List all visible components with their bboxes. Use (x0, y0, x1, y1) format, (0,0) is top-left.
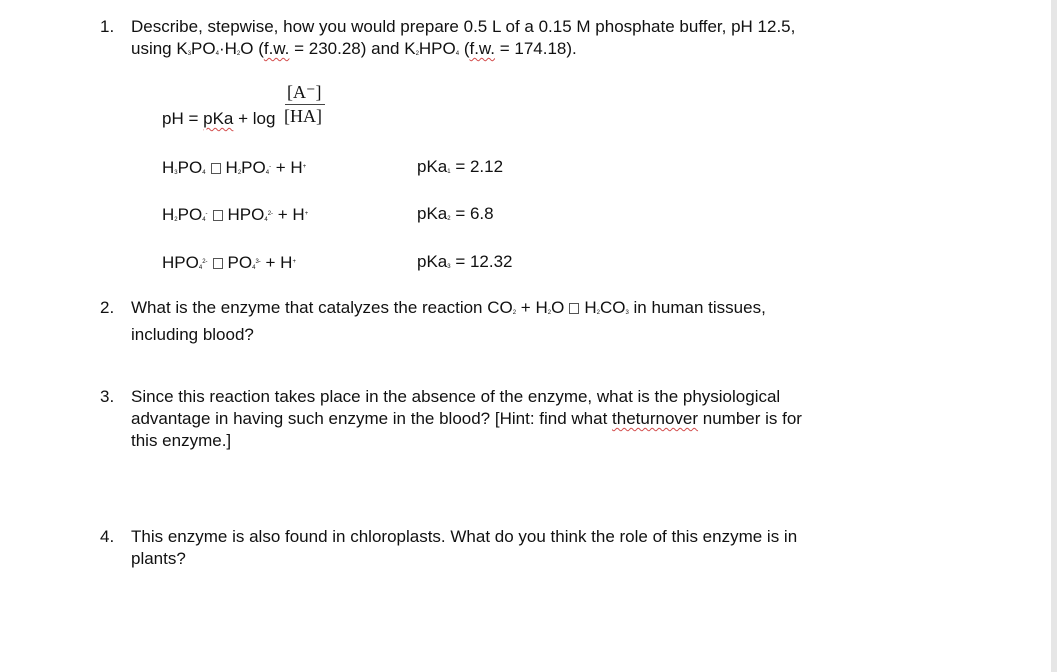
text-fragment: = 6.8 (450, 204, 494, 223)
question-3-line-2 (131, 408, 910, 430)
text-fragment: 4 (202, 170, 206, 176)
text-fragment: PO (227, 253, 253, 272)
text-fragment: = 174.18). (495, 39, 577, 58)
pka-1 (417, 156, 503, 183)
text-fragment: O ( (240, 39, 264, 58)
text-fragment: pH = (162, 109, 204, 128)
text-fragment: PO (177, 158, 203, 177)
text-fragment: 4 (198, 265, 203, 271)
text-fragment: 4 (252, 265, 256, 271)
missing-arrow-glyph-icon (213, 258, 223, 269)
text-fragment: pKa (417, 157, 448, 176)
text-fragment: 2 (596, 310, 600, 316)
question-2-line-1 (131, 297, 910, 324)
text-fragment: 2 (512, 310, 517, 316)
text-fragment: 3 (625, 310, 629, 316)
question-3-line-1: Since this reaction takes place in the absence of the enzyme, what is the physiological (131, 387, 781, 406)
reaction-1 (162, 156, 306, 184)
text-fragment: number is for (698, 409, 802, 428)
spellcheck-fw-1: f.w. (263, 39, 290, 58)
text-fragment: + log (233, 109, 276, 128)
question-4 (100, 526, 910, 570)
question-1 (100, 16, 910, 65)
text-fragment: using K (131, 39, 188, 58)
text-fragment: 2 (415, 51, 419, 57)
question-2 (100, 297, 910, 346)
text-fragment: HPO (418, 39, 456, 58)
text-fragment: What is the enzyme that catalyzes the reaction CO (131, 298, 513, 317)
text-fragment: = 230.28) and K (289, 39, 416, 58)
missing-arrow-glyph-icon (211, 163, 221, 174)
question-4-line-1: This enzyme is also found in chloroplasts. What do you think the role of this enzyme is in (131, 527, 798, 546)
question-number: 1. (100, 17, 115, 36)
text-fragment: 2- (202, 259, 208, 265)
equation-numerator: [A⁻] (287, 82, 322, 102)
text-fragment: H (162, 158, 175, 177)
missing-arrow-glyph-icon (569, 303, 579, 314)
question-number: 4. (100, 527, 115, 546)
question-number: 2. (100, 298, 115, 317)
text-fragment: 4 (264, 217, 268, 223)
question-4-line-2: plants? (131, 549, 186, 568)
text-fragment: + (292, 259, 296, 265)
text-fragment: 3 (447, 264, 451, 270)
text-fragment: 1 (447, 169, 451, 175)
text-fragment: 2 (547, 310, 552, 316)
text-fragment: 4 (455, 51, 460, 57)
missing-arrow-glyph-icon (213, 210, 223, 221)
spellcheck-theturnover: theturnover (612, 409, 699, 428)
text-fragment: 4 (202, 217, 206, 223)
text-fragment: 2- (267, 211, 274, 217)
question-1-line-1: Describe, stepwise, how you would prepare 0.5 L of a 0.15 M phosphate buffer, pH 12.5, (131, 17, 796, 36)
text-fragment: 2 (447, 216, 451, 222)
question-3-line-3: this enzyme.] (131, 431, 232, 450)
equation-denominator: [HA] (284, 106, 322, 126)
text-fragment: ( (459, 39, 470, 58)
text-fragment: PO (191, 39, 216, 58)
text-fragment: = 12.32 (450, 252, 513, 271)
spellcheck-pka: pKa (203, 109, 234, 128)
text-fragment: 2 (237, 170, 242, 176)
text-fragment: H (162, 205, 175, 224)
reaction-3 (162, 251, 296, 279)
text-fragment: 3- (255, 259, 261, 265)
text-fragment: 2 (236, 51, 241, 57)
spellcheck-fw-2: f.w. (469, 39, 495, 58)
text-fragment: + (302, 164, 307, 170)
text-fragment: in human tissues, (628, 298, 766, 317)
text-fragment: = 2.12 (450, 157, 504, 176)
text-fragment: H (225, 158, 238, 177)
fraction-bar (285, 104, 325, 105)
text-fragment: 2 (174, 217, 178, 223)
question-3 (100, 386, 910, 452)
question-1-line-2 (131, 38, 910, 65)
pka-2 (417, 203, 494, 230)
text-fragment: + H (516, 298, 548, 317)
text-fragment: pKa (417, 252, 448, 271)
question-2-line-2: including blood? (131, 325, 254, 344)
text-fragment: O (551, 298, 565, 317)
question-number: 3. (100, 387, 115, 406)
text-fragment: + H (271, 158, 303, 177)
page-right-edge (1051, 0, 1057, 672)
henderson-hasselbalch-equation (162, 108, 275, 130)
text-fragment: HPO (162, 253, 199, 272)
text-fragment: HPO (227, 205, 265, 224)
pka-3 (417, 251, 513, 278)
text-fragment: advantage in having such enzyme in the blood? [Hint: find what (131, 409, 613, 428)
reaction-2 (162, 203, 308, 231)
text-fragment: 3 (174, 170, 178, 176)
text-fragment: - (269, 164, 272, 170)
text-fragment: - (205, 211, 208, 217)
text-fragment: PO (241, 158, 266, 177)
text-fragment: 4 (215, 51, 219, 57)
text-fragment: 3 (187, 51, 192, 57)
text-fragment: PO (177, 205, 203, 224)
text-fragment: H (584, 298, 597, 317)
text-fragment: 4 (265, 170, 270, 176)
text-fragment: + (304, 211, 309, 217)
text-fragment: pKa (417, 204, 448, 223)
text-fragment: + H (273, 205, 305, 224)
text-fragment: ·H (218, 39, 237, 58)
text-fragment: CO (599, 298, 626, 317)
text-fragment: + H (260, 253, 293, 272)
